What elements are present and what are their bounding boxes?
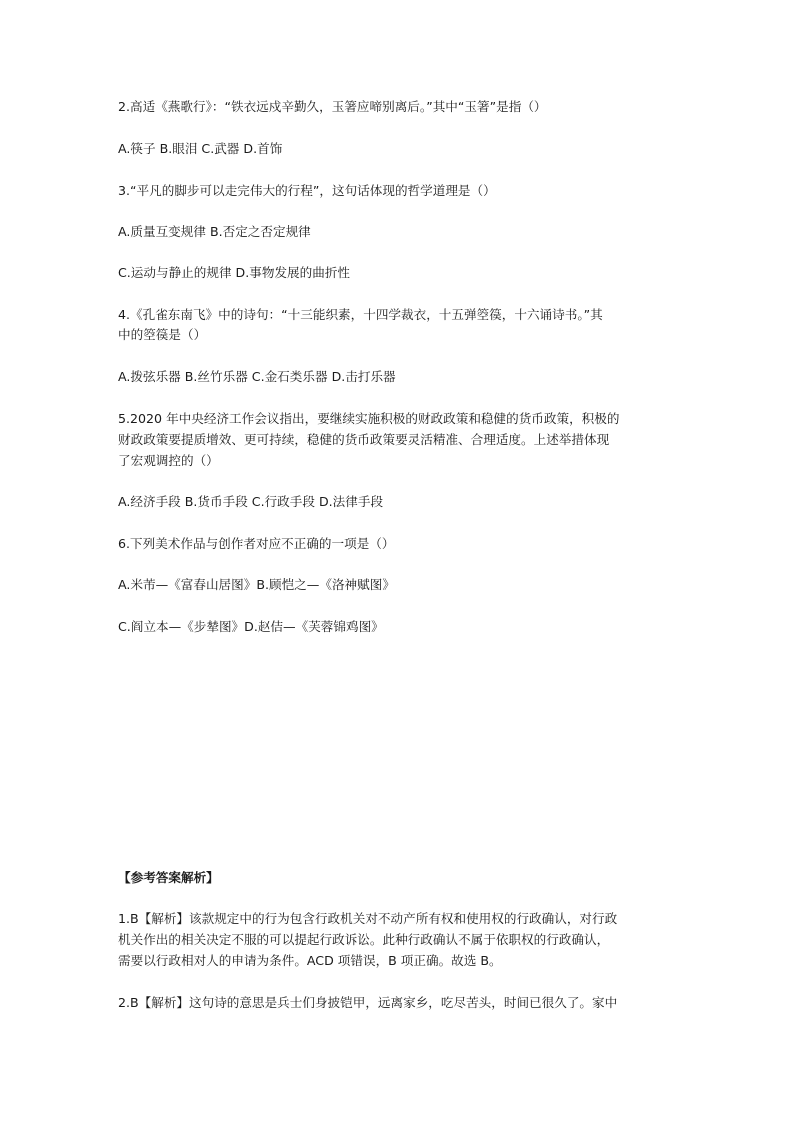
question-5-stem-line3: 了宏观调控的（） [118, 453, 219, 468]
question-3-stem: 3.“平凡的脚步可以走完伟大的行程”，这句话体现的哲学道理是（） [118, 183, 496, 198]
question-3-options-line1: A.质量互变规律 B.否定之否定规律 [118, 224, 311, 239]
question-4-stem-line1: 4.《孔雀东南飞》中的诗句：“十三能织素，十四学裁衣，十五弹箜篌，十六诵诗书。”其 [118, 307, 603, 322]
question-3-options-line2: C.运动与静止的规律 D.事物发展的曲折性 [118, 265, 351, 280]
answers-heading: 【参考答案解析】 [118, 870, 219, 885]
question-5-stem-line1: 5.2020 年中央经济工作会议指出，要继续实施积极的财政政策和稳健的货币政策，积极的 [118, 411, 620, 426]
answer-1-line3: 需要以行政相对人的申请为条件。ACD 项错误，B 项正确。故选 B。 [118, 953, 502, 968]
question-6-options-line1: A.米芾—《富春山居图》B.顾恺之—《洛神赋图》 [118, 577, 395, 592]
question-5-stem-line2: 财政政策要提质增效、更可持续，稳健的货币政策要灵活精准、合理适度。上述举措体现 [118, 432, 610, 447]
question-5-options: A.经济手段 B.货币手段 C.行政手段 D.法律手段 [118, 494, 384, 509]
answer-1-line2: 机关作出的相关决定不服的可以提起行政诉讼。此种行政确认不属于依职权的行政确认， [118, 932, 610, 947]
question-6-stem: 6.下列美术作品与创作者对应不正确的一项是（） [118, 536, 395, 551]
question-6-options-line2: C.阎立本—《步辇图》D.赵佶—《芙蓉锦鸡图》 [118, 619, 384, 634]
answer-2-line1: 2.B【解析】这句诗的意思是兵士们身披铠甲，远离家乡，吃尽苦头，时间已很久了。家中 [118, 995, 618, 1010]
question-2-stem: 2.高适《燕歌行》：“铁衣远戍辛勤久，玉箸应啼别离后。”其中“玉箸”是指（） [118, 99, 547, 114]
answer-1-line1: 1.B【解析】该款规定中的行为包含行政机关对不动产所有权和使用权的行政确认，对行政 [118, 911, 618, 926]
question-4-stem-line2: 中的箜篌是（） [118, 327, 207, 342]
question-2-options: A.筷子 B.眼泪 C.武器 D.首饰 [118, 141, 283, 156]
question-4-options: A.拨弦乐器 B.丝竹乐器 C.金石类乐器 D.击打乐器 [118, 369, 396, 384]
